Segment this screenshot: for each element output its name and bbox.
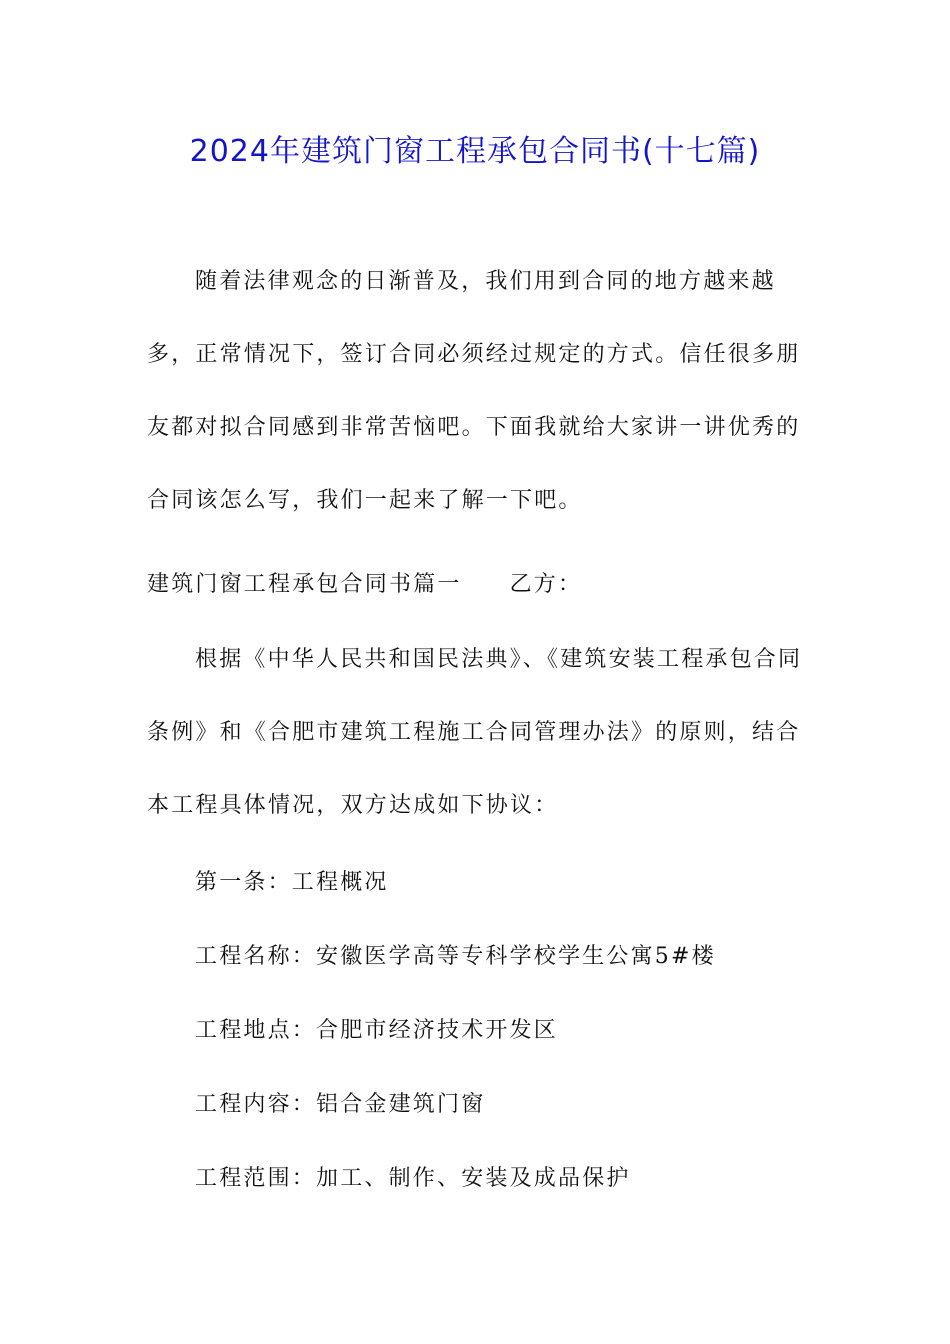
project-content-line: 工程内容：铝合金建筑门窗 bbox=[195, 1092, 486, 1117]
party-b-label: 乙方： bbox=[509, 572, 583, 597]
document-title: 2024年建筑门窗工程承包合同书(十七篇) bbox=[189, 134, 761, 169]
article-1-heading: 第一条：工程概况 bbox=[195, 870, 389, 895]
project-location-line: 工程地点：合肥市经济技术开发区 bbox=[195, 1018, 559, 1043]
project-name-line: 工程名称：安徽医学高等专科学校学生公寓5#楼 bbox=[195, 944, 716, 969]
intro-paragraph: 随着法律观念的日渐普及，我们用到合同的地方越来越多，正常情况下，签订合同必须经过规定的方式。信任很多朋友都对拟合同感到非常苦恼吧。下面我就给大家讲一讲优秀的合同该怎么写，我们一起来了解一下吧。 bbox=[147, 269, 801, 513]
section-heading-line bbox=[147, 570, 582, 600]
project-scope-line: 工程范围：加工、制作、安装及成品保护 bbox=[195, 1166, 631, 1191]
basis-paragraph: 根据《中华人民共和国民法典》、《建筑安装工程承包合同条例》和《合肥市建筑工程施工合同管理办法》的原则，结合本工程具体情况，双方达成如下协议： bbox=[147, 647, 803, 818]
section-heading: 建筑门窗工程承包合同书篇一 bbox=[147, 572, 462, 597]
